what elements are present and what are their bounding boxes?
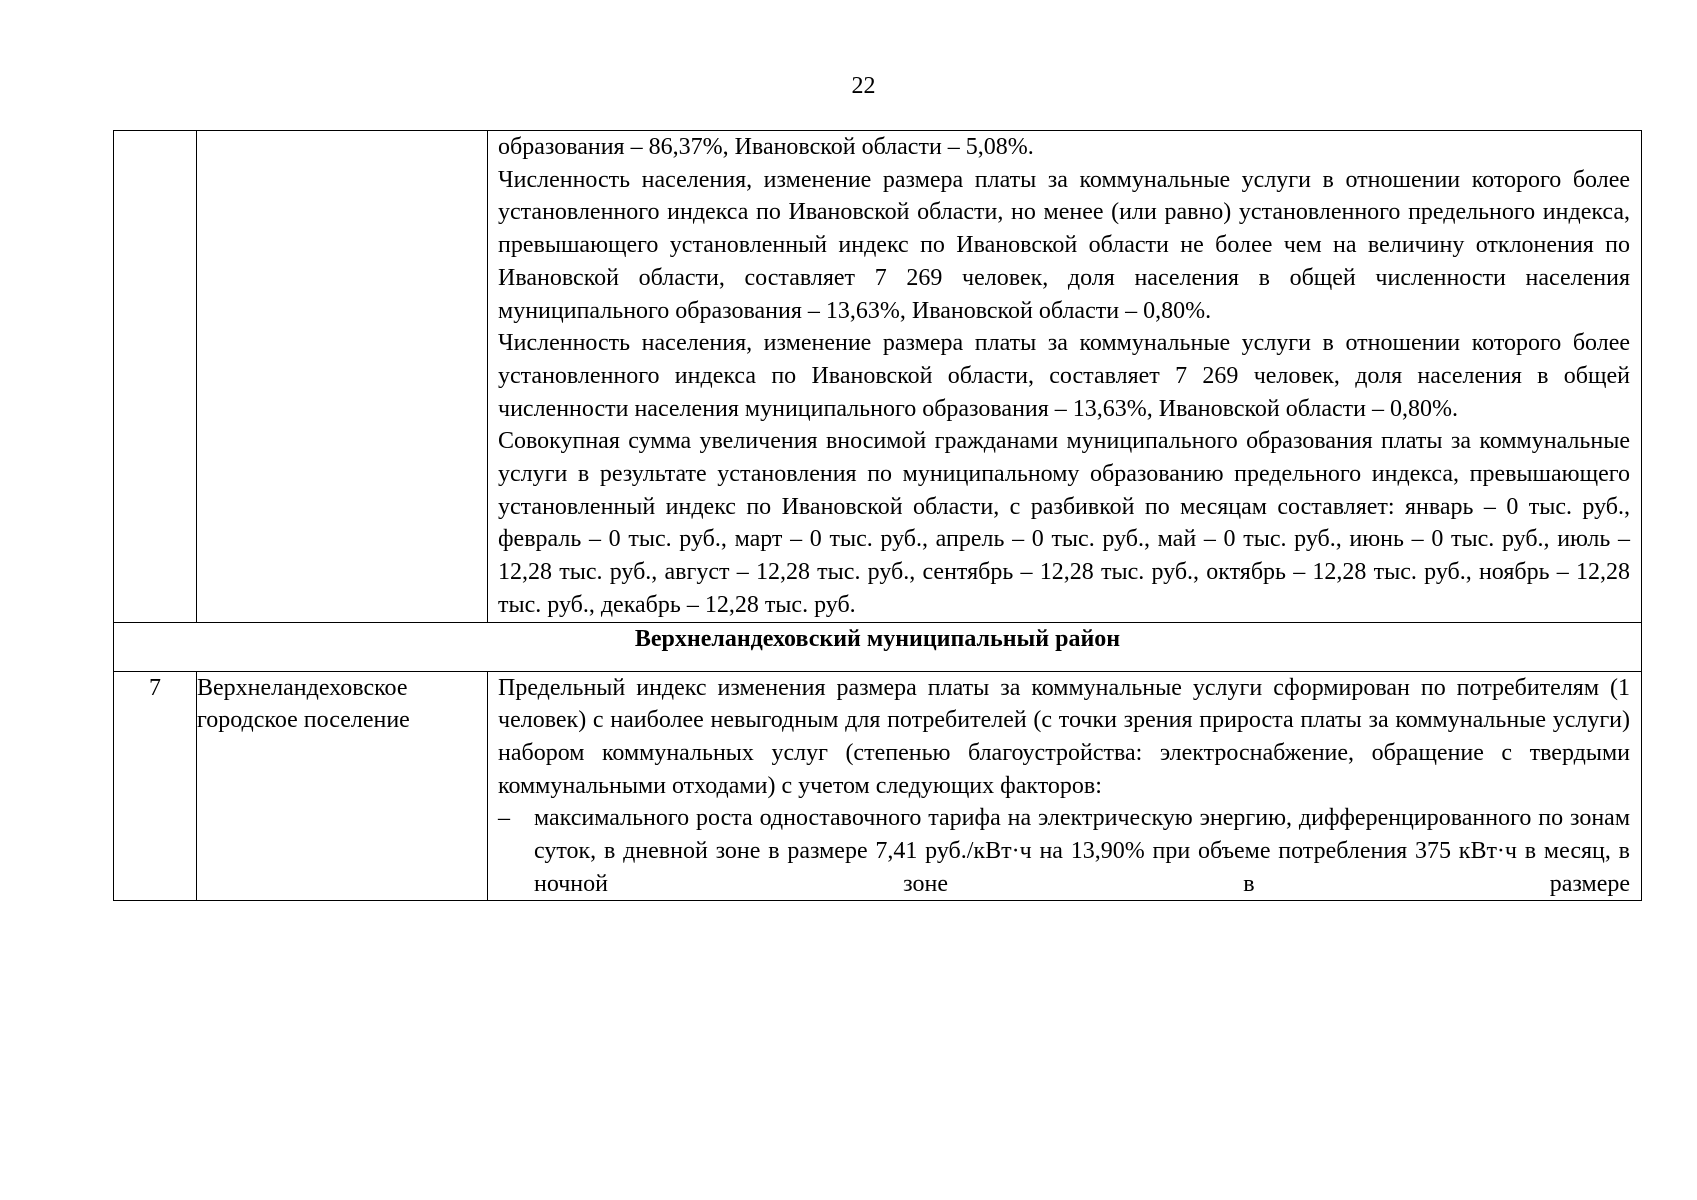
number-cell-empty [114,131,197,623]
section-heading: Верхнеландеховский муниципальный район [114,622,1642,671]
table-row-continued [114,131,1642,623]
factor-electricity-tariff: максимального роста одноставочного тарифа на электрическую энергию, дифференцированного по зонам суток, в дневной зоне в размере 7,41 руб./кВт·ч на 13,90% при объеме потребления 375 кВт·ч в месяц, в ночной зоне в размере [534,805,1630,897]
paragraph-population-above-index: Численность населения, изменение размера платы за коммунальные услуги в отношении которого более установленного индекса по Ивановской области, составляет 7 269 человек, доля населения в общей численности населения муниципального образования – 13,63%, Ивановской области – 0,80%. [498,330,1630,422]
description-cell [488,131,1642,623]
list-item [498,802,1630,900]
paragraph-population-within-limit: Численность населения, изменение размера платы за коммунальные услуги в отношении которого более установленного индекса по Ивановской области, но менее (или равно) установленного предельного индекса, превышающего установленный индекс по Ивановской области не более чем на величину отклонения по Ивановской области, составляет 7 269 человек, доля населения в общей численности населения муниципального образования – 13,63%, Ивановской области – 0,80%. [498,166,1630,324]
paragraph-share-line: образования – 86,37%, Ивановской области – 5,08%. [498,134,1034,160]
description-cell [488,671,1642,901]
paragraph-monthly-sum: Совокупная сумма увеличения вносимой гражданами муниципального образования платы за коммунальные услуги в результате установления по муниципальному образованию предельного индекса, превышающего установленный индекс по Ивановской области, с разбивкой по месяцам составляет: январь – 0 тыс. руб., февраль – 0 тыс. руб., март – 0 тыс. руб., апрель – 0 тыс. руб., май – 0 тыс. руб., июнь – 0 тыс. руб., июль – 12,28 тыс. руб., август – 12,28 тыс. руб., сентябрь – 12,28 тыс. руб., октябрь – 12,28 тыс. руб., ноябрь – 12,28 тыс. руб., декабрь – 12,28 тыс. руб. [498,428,1630,618]
section-heading-row [114,622,1642,671]
table-row-7 [114,671,1642,901]
dash-marker: – [498,805,510,832]
name-cell-empty [197,131,488,623]
paragraph-intro: Предельный индекс изменения размера платы за коммунальные услуги сформирован по потребителям (1 человек) с наиболее невыгодным для потребителей (с точки зрения прироста платы за коммунальные услуги) набором коммунальных услуг (степенью благоустройства: электроснабжение, обращение с твердыми коммунальными отходами) с учетом следующих факторов: [498,674,1630,799]
municipality-name: Верхнеландеховское городское поселение [197,671,488,901]
page-number: 22 [851,73,876,99]
row-number: 7 [114,671,197,901]
document-table [113,130,1642,901]
